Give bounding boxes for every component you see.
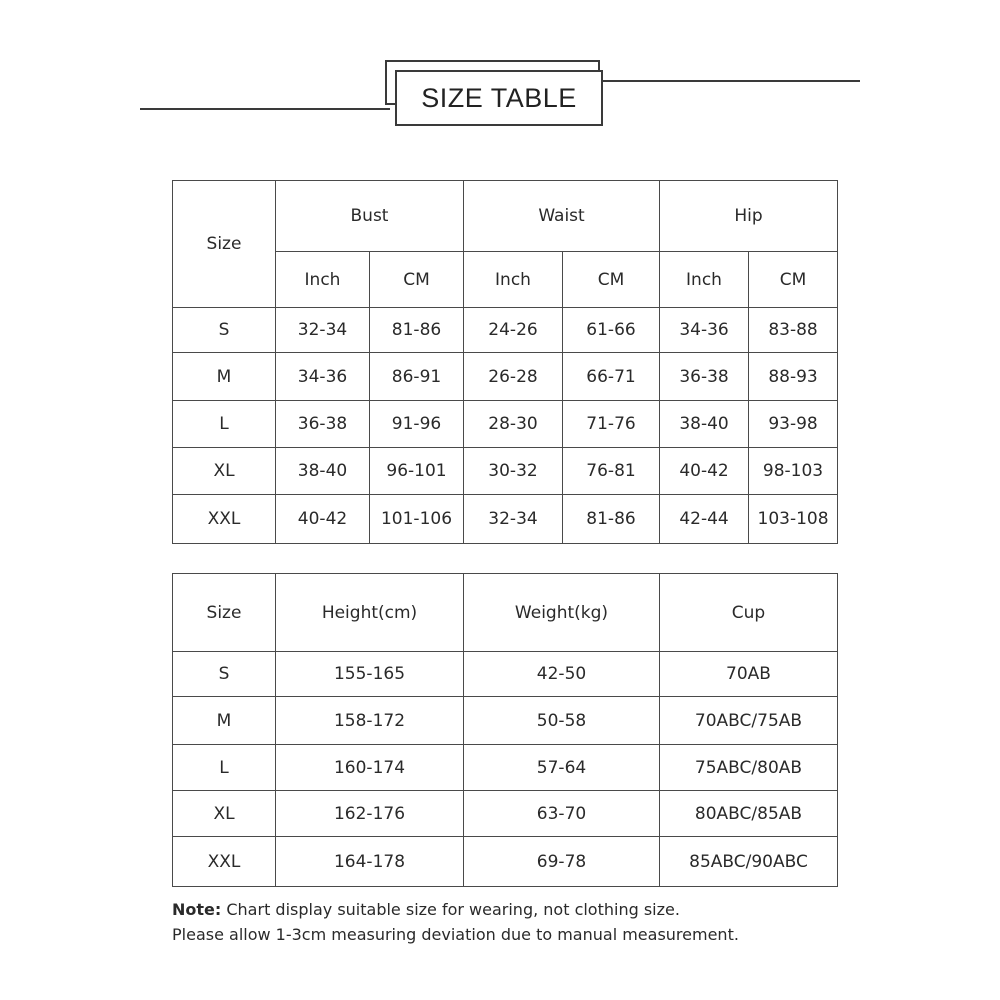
fit-header-row [173, 574, 838, 652]
size-cell: S [173, 308, 276, 353]
note-line-1 [172, 897, 872, 922]
table-row [173, 353, 838, 401]
size-column-header: Size [173, 181, 276, 308]
value-cell: 61-66 [563, 308, 660, 353]
value-cell: 38-40 [660, 401, 749, 448]
table-row [173, 495, 838, 544]
value-cell: 40-42 [276, 495, 370, 544]
value-cell: 34-36 [660, 308, 749, 353]
value-cell: 88-93 [749, 353, 838, 401]
note-text-1: Chart display suitable size for wearing, not clothing size. [221, 900, 680, 919]
weight-header: Weight(kg) [464, 574, 660, 652]
table-row [173, 401, 838, 448]
value-cell: 96-101 [370, 448, 464, 495]
unit-header: CM [370, 252, 464, 308]
value-cell: 86-91 [370, 353, 464, 401]
value-cell: 98-103 [749, 448, 838, 495]
value-cell: 32-34 [276, 308, 370, 353]
cup-header: Cup [660, 574, 838, 652]
weight-cell: 50-58 [464, 697, 660, 745]
unit-header: Inch [276, 252, 370, 308]
value-cell: 91-96 [370, 401, 464, 448]
weight-cell: 63-70 [464, 791, 660, 837]
fit-table [172, 573, 838, 887]
height-cell: 155-165 [276, 652, 464, 697]
size-cell: XXL [173, 837, 276, 887]
cup-cell: 70ABC/75AB [660, 697, 838, 745]
height-cell: 162-176 [276, 791, 464, 837]
cup-cell: 80ABC/85AB [660, 791, 838, 837]
cup-cell: 75ABC/80AB [660, 745, 838, 791]
weight-cell: 57-64 [464, 745, 660, 791]
value-cell: 30-32 [464, 448, 563, 495]
size-cell: S [173, 652, 276, 697]
table-row [173, 652, 838, 697]
cup-cell: 70AB [660, 652, 838, 697]
value-cell: 103-108 [749, 495, 838, 544]
header-rule-right [600, 80, 860, 82]
unit-header: CM [563, 252, 660, 308]
unit-header: CM [749, 252, 838, 308]
table-row [173, 791, 838, 837]
value-cell: 81-86 [370, 308, 464, 353]
table-row [173, 308, 838, 353]
table-row [173, 745, 838, 791]
size-cell: M [173, 697, 276, 745]
header-rule-left [140, 108, 390, 110]
size-cell: L [173, 401, 276, 448]
size-cell: XL [173, 448, 276, 495]
height-cell: 158-172 [276, 697, 464, 745]
value-cell: 40-42 [660, 448, 749, 495]
size-cell: L [173, 745, 276, 791]
height-cell: 164-178 [276, 837, 464, 887]
height-header: Height(cm) [276, 574, 464, 652]
size-cell: XL [173, 791, 276, 837]
value-cell: 32-34 [464, 495, 563, 544]
measurement-table [172, 180, 838, 544]
weight-cell: 42-50 [464, 652, 660, 697]
page-title: SIZE TABLE [421, 82, 577, 113]
size-cell: XXL [173, 495, 276, 544]
height-cell: 160-174 [276, 745, 464, 791]
value-cell: 38-40 [276, 448, 370, 495]
note-line-2: Please allow 1-3cm measuring deviation due to manual measurement. [172, 925, 739, 944]
value-cell: 36-38 [660, 353, 749, 401]
value-cell: 76-81 [563, 448, 660, 495]
measurement-group-header-row [173, 181, 838, 252]
size-column-header: Size [173, 574, 276, 652]
waist-header: Waist [464, 181, 660, 252]
value-cell: 66-71 [563, 353, 660, 401]
bust-header: Bust [276, 181, 464, 252]
note-label: Note: [172, 900, 222, 919]
value-cell: 71-76 [563, 401, 660, 448]
table-row [173, 837, 838, 887]
table-row [173, 448, 838, 495]
value-cell: 26-28 [464, 353, 563, 401]
unit-header: Inch [464, 252, 563, 308]
value-cell: 93-98 [749, 401, 838, 448]
unit-header: Inch [660, 252, 749, 308]
size-cell: M [173, 353, 276, 401]
table-row [173, 697, 838, 745]
value-cell: 101-106 [370, 495, 464, 544]
hip-header: Hip [660, 181, 838, 252]
value-cell: 24-26 [464, 308, 563, 353]
value-cell: 36-38 [276, 401, 370, 448]
notes [172, 897, 872, 947]
weight-cell: 69-78 [464, 837, 660, 887]
value-cell: 42-44 [660, 495, 749, 544]
value-cell: 81-86 [563, 495, 660, 544]
cup-cell: 85ABC/90ABC [660, 837, 838, 887]
value-cell: 83-88 [749, 308, 838, 353]
value-cell: 34-36 [276, 353, 370, 401]
value-cell: 28-30 [464, 401, 563, 448]
